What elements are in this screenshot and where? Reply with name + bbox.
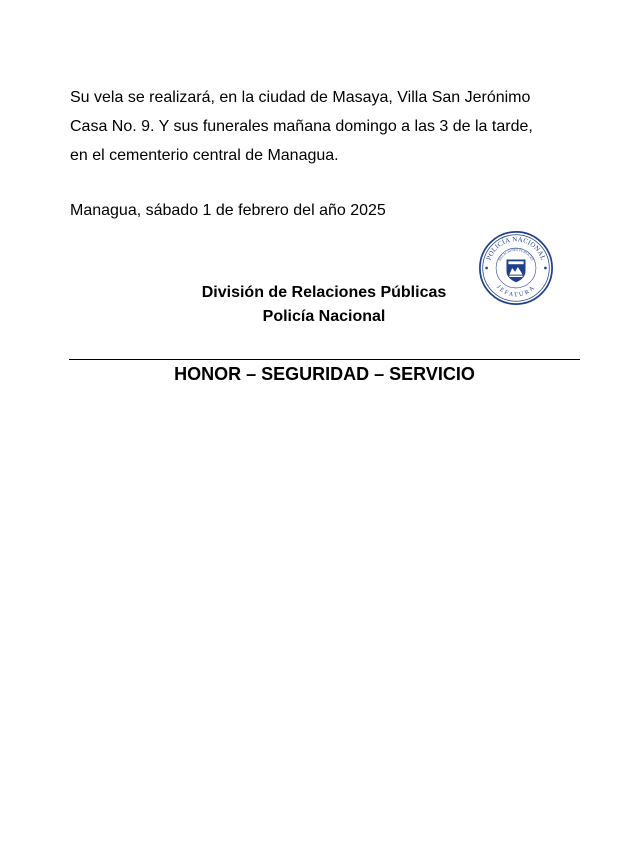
seal-bottom-text: JEFATURA [495, 284, 538, 299]
police-seal-icon [478, 230, 554, 306]
seal-inner-text: RELACIONES PÚBLICAS [497, 247, 535, 262]
signature-block [124, 281, 524, 329]
motto: HONOR – SEGURIDAD – SERVICIO [174, 364, 475, 384]
body-paragraph [70, 83, 590, 170]
seal-top-text: POLICÍA NACIONAL [485, 236, 547, 262]
paragraph-line: Casa No. 9. Y sus funerales mañana domingo a las 3 de la tarde, [70, 118, 533, 135]
paragraph-line: Su vela se realizará, en la ciudad de Masaya, Villa San Jerónimo [70, 89, 531, 106]
signature-division: División de Relaciones Públicas [201, 284, 447, 301]
date-line: Managua, sábado 1 de febrero del año 2025 [70, 202, 386, 219]
divider-line [69, 359, 580, 360]
signature-institution: Policía Nacional [262, 308, 386, 325]
paragraph-line: en el cementerio central de Managua. [70, 147, 339, 164]
